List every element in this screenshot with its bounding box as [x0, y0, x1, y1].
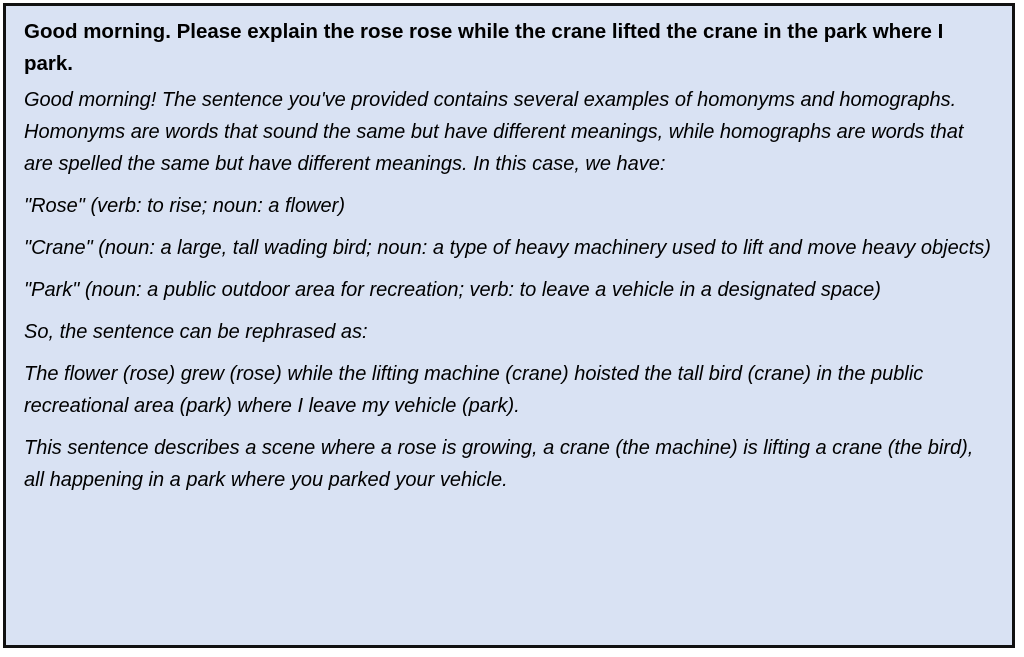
definition-crane: "Crane" (noun: a large, tall wading bird; noun: a type of heavy machinery used to lift and move heavy objects) [24, 237, 991, 259]
response-conclusion: This sentence describes a scene where a rose is growing, a crane (the machine) is lifting a crane (the bird), all happening in a park where you parked your vehicle. [24, 437, 974, 491]
response-intro: Good morning! The sentence you've provided contains several examples of homonyms and homographs. Homonyms are words that sound the same but have different meanings, while homographs are words that are spelled the same but have different meanings. In this case, we have: [24, 89, 964, 175]
rephrased-sentence: The flower (rose) grew (rose) while the lifting machine (crane) hoisted the tall bird (crane) in the public recreational area (park) where I leave my vehicle (park). [24, 363, 924, 417]
conversation-card [3, 3, 1015, 648]
definition-park: "Park" (noun: a public outdoor area for recreation; verb: to leave a vehicle in a designated space) [24, 279, 881, 301]
rephrase-intro: So, the sentence can be rephrased as: [24, 321, 368, 343]
definition-rose: "Rose" (verb: to rise; noun: a flower) [24, 195, 345, 217]
user-prompt: Good morning. Please explain the rose rose while the crane lifted the crane in the park where I park. [24, 20, 944, 75]
